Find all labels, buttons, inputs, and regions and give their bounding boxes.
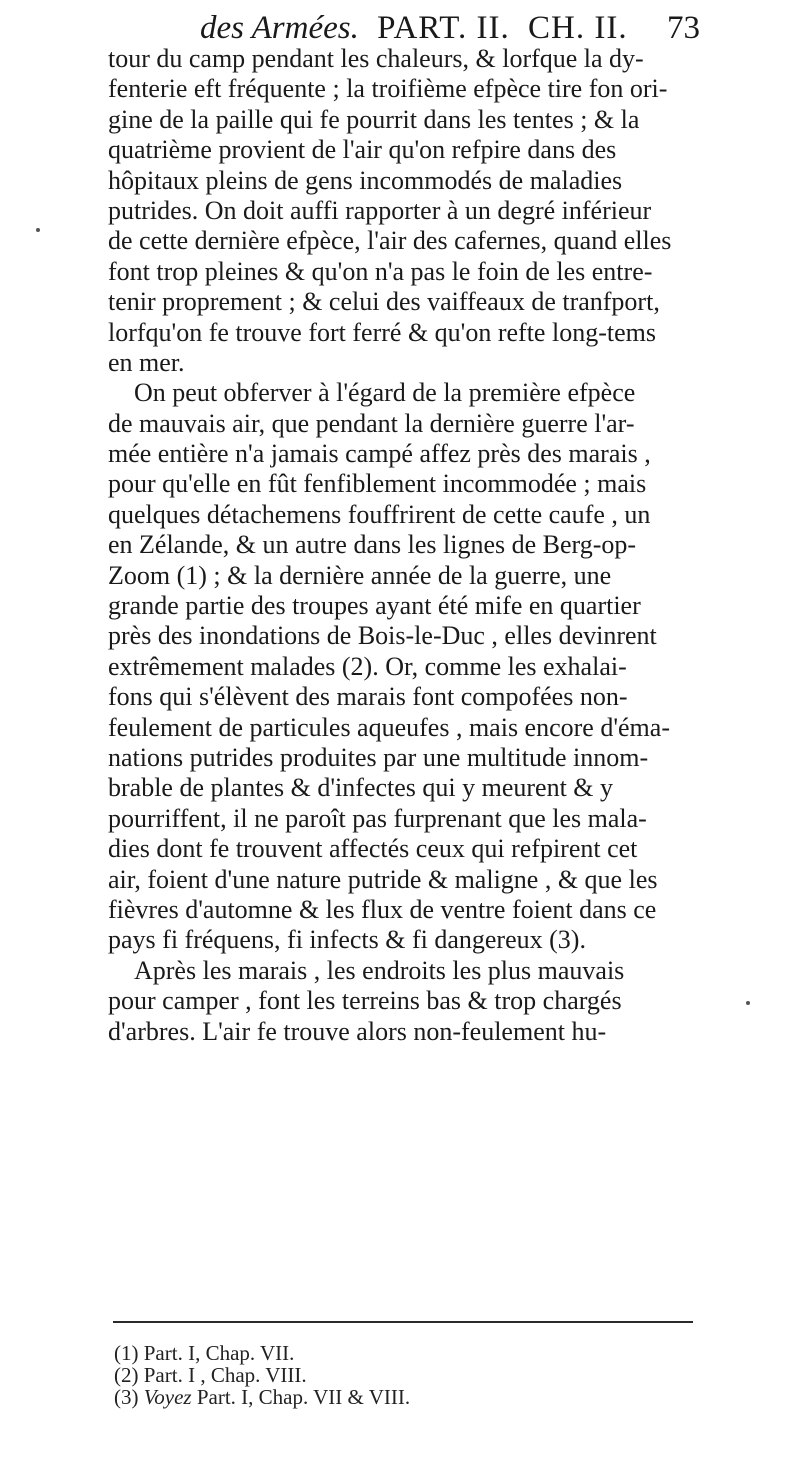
running-head-title: des Armées. <box>200 10 359 46</box>
text-line: putrides. On doit auffi rapporter à un degré inférieur <box>108 195 652 225</box>
margin-speck <box>746 1001 750 1005</box>
text-line: près des inondations de Bois-le-Duc , elles devinrent <box>108 621 657 651</box>
text-line: Après les marais , les endroits les plus mauvais <box>134 955 625 985</box>
text-line: fenterie eft fréquente ; la troifième efpèce tire fon ori- <box>108 74 668 104</box>
footnote-mark: (2) <box>114 1363 139 1387</box>
footnote-text: Part. I, Chap. VII. <box>143 1341 295 1365</box>
text-line: mée entière n'a jamais campé affez près des marais , <box>108 439 651 469</box>
text-line: extrêmement malades (2). Or, comme les exhalai- <box>108 651 627 681</box>
text-line: Zoom (1) ; & la dernière année de la guerre, une <box>108 560 612 590</box>
running-head <box>200 8 700 48</box>
footnote-text: Part. I , Chap. VIII. <box>143 1363 307 1387</box>
text-line: gine de la paille qui fe pourrit dans les tentes ; & la <box>108 104 640 134</box>
footnote-2 <box>114 1364 674 1386</box>
text-line: en Zélande, & un autre dans les lignes de Berg-op- <box>108 530 637 560</box>
text-line: feulement de particules aqueufes , mais encore d'éma- <box>108 712 670 742</box>
text-line: pour camper , font les terreins bas & trop chargés <box>108 986 622 1016</box>
text-line: lorfqu'on fe trouve fort ferré & qu'on refte long-tems <box>108 317 656 347</box>
running-head-part: PART. II. <box>377 10 510 46</box>
text-line: brable de plantes & d'infectes qui y meurent & y <box>108 773 614 803</box>
body-text <box>108 44 708 1047</box>
margin-speck <box>36 228 40 232</box>
page-number: 73 <box>667 10 700 46</box>
text-line: air, foient d'une nature putride & maligne , & que les <box>108 864 658 894</box>
footnote-see-word: Voyez <box>143 1385 192 1409</box>
text-line: tenir proprement ; & celui des vaiffeaux de tranfport, <box>108 287 660 317</box>
footnote-text: Part. I, Chap. VII & VIII. <box>196 1385 411 1409</box>
text-line: de cette dernière efpèce, l'air des cafernes, quand elles <box>108 226 672 256</box>
footnote-3 <box>114 1386 674 1408</box>
text-line: pourriffent, il ne paroît pas furprenant que les mala- <box>108 803 647 833</box>
footnote-mark: (1) <box>114 1341 139 1365</box>
text-line: font trop pleines & qu'on n'a pas le foin de les entre- <box>108 256 653 286</box>
text-line: quatrième provient de l'air qu'on refpire dans des <box>108 135 617 165</box>
footnotes <box>114 1342 674 1408</box>
text-line: grande partie des troupes ayant été mife en quartier <box>108 591 641 621</box>
text-line: fons qui s'élèvent des marais font compofées non- <box>108 682 628 712</box>
text-line: tour du camp pendant les chaleurs, & lorfque la dy- <box>108 44 644 73</box>
text-line: fièvres d'automne & les flux de ventre foient dans ce <box>108 894 657 924</box>
text-line: dies dont fe trouvent affectés ceux qui refpirent cet <box>108 834 638 864</box>
running-head-chapter: CH. II. <box>528 10 628 46</box>
text-line: quelques détachemens fouffrirent de cette caufe , un <box>108 499 651 529</box>
footnote-divider <box>113 1321 693 1323</box>
footnote-1 <box>114 1342 674 1364</box>
footnote-mark: (3) <box>114 1385 139 1409</box>
text-line: en mer. <box>108 347 185 377</box>
text-line: On peut obferver à l'égard de la première efpèce <box>134 378 636 408</box>
text-line: pays fi fréquens, fi infects & fi dangereux (3). <box>108 925 586 955</box>
text-line: pour qu'elle en fût fenfiblement incommodée ; mais <box>108 469 647 499</box>
text-line: nations putrides produites par une multitude innom- <box>108 742 649 772</box>
text-line: d'arbres. L'air fe trouve alors non-feulement hu- <box>108 1016 607 1046</box>
text-line: hôpitaux pleins de gens incommodés de maladies <box>108 165 623 195</box>
text-line: de mauvais air, que pendant la dernière guerre l'ar- <box>108 408 635 438</box>
